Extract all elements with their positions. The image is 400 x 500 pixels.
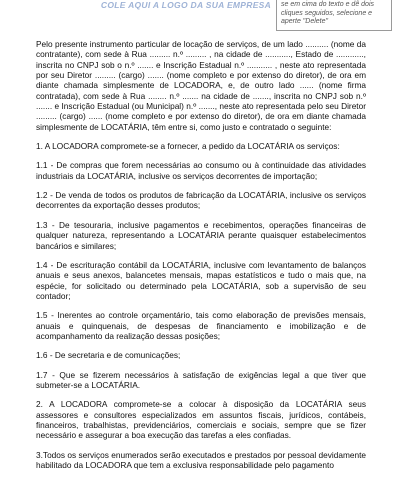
- clause-1-6: 1.6 - De secretaria e de comunicações;: [36, 350, 181, 361]
- instruction-note: [276, 0, 392, 31]
- contract-body: [36, 39, 366, 479]
- clause-1-4: 1.4 - De escrituração contábil da LOCATÁRIA, inclusive com levantamento de balanços anuais e seus anexos, balancetes mensais, mapas estatísticos e tudo o mais que, na espécie, for solicitado ou determinado pela LOCATÁRIA, sob a supervisão de seu contador;: [36, 259, 366, 301]
- clause-3: 3.Todos os serviços enumerados serão executados e prestados por pessoal devidamente habilitado da LOCADORA que tem a exclusiva responsabilidade pelo pagamento: [36, 449, 366, 470]
- clause-1-2: 1.2 - De venda de todos os produtos de fabricação da LOCATÁRIA, inclusive os serviços decorrentes da exportação desses produtos;: [36, 190, 366, 211]
- instruction-note-text: se em cima do texto e dê dois cliques seguidos, selecione e aperte "Delete": [281, 1, 374, 25]
- contract-preamble: Pelo presente instrumento particular de locação de serviços, de um lado .......... (nome da contratante), com sede à Rua ......... n.º ......... , na cidade de ..........., Estado de ............, inscrita no CNPJ sob o n.º ....... e Inscrição Estadual n.º ........... , neste ato representada por seu Diretor ......... (cargo) ....... (nome completo e por extenso do diretor), de ora em diante chamada simplesmente de LOCADORA, e, de outro lado ...... (nome firma contratada), com sede à Rua ........ n.º ....... na cidade de ......., inscrita no CNPJ sob n.º ....... e Inscrição Estadual (ou Municipal) n.º ......., neste ato representada pelo seu Diretor ......... (cargo) ...... (nome completo e por extenso do diretor), de ora em diante chamada simplesmente de LOCATÁRIA, têm entre si, como justo e contratado o seguinte:: [36, 39, 366, 132]
- clause-1-7: 1.7 - Que se fizerem necessários à satisfação de exigências legal a que tiver que submeter-se a LOCATÁRIA.: [36, 369, 366, 390]
- clause-1: 1. A LOCADORA compromete-se a fornecer, a pedido da LOCATÁRIA os serviços:: [36, 141, 340, 152]
- logo-placeholder: COLE AQUI A LOGO DA SUA EMPRESA: [100, 0, 272, 10]
- clause-1-5: 1.5 - Inerentes ao controle orçamentário, tais como elaboração de previsões mensais, anuais e quinquenais, de despesas de financiamento e imobilização e de acompanhamento da realização dessas posições;: [36, 310, 366, 341]
- clause-2: 2. A LOCADORA compromete-se a colocar à disposição da LOCATÁRIA seus assessores e consultores especializados em assuntos fiscais, jurídicos, contábeis, financeiros, trabalhistas, previdenciários, comerciais e sociais, sempre que se fizer necessário e assegurar a boa execução das tarefas a eles confiadas.: [36, 399, 366, 441]
- clause-1-1: 1.1 - De compras que forem necessárias ao consumo ou à continuidade das atividades industriais da LOCATÁRIA, inclusive os serviços decorrentes de importação;: [36, 160, 366, 181]
- clause-1-3: 1.3 - De tesouraria, inclusive pagamentos e recebimentos, operações financeiras de qualquer natureza, representando a LOCATÁRIA perante quaisquer estabelecimentos bancários e similares;: [36, 219, 366, 251]
